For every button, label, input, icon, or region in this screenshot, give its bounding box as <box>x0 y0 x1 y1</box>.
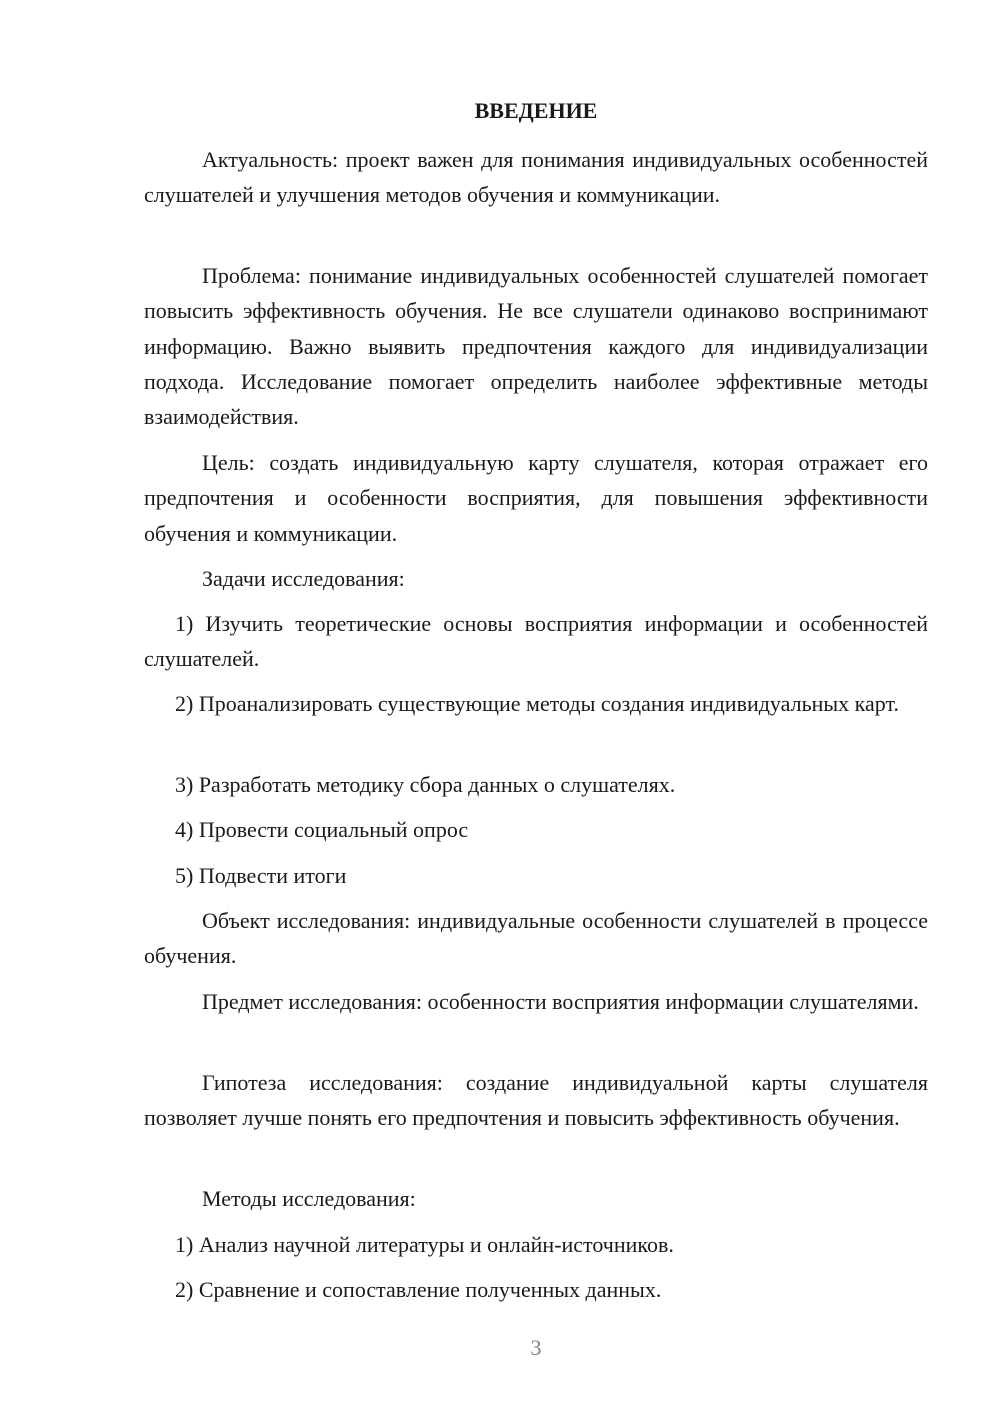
task-item: 4) Провести социальный опрос <box>175 817 469 842</box>
task-item: 3) Разработать методику сбора данных о слушателях. <box>175 772 676 797</box>
object-paragraph <box>144 903 928 974</box>
task-item <box>144 606 928 677</box>
task-text: 1) Изучить теоретические основы восприятия информации и особенностей слушателей. <box>144 611 928 672</box>
actuality-text: Актуальность: проект важен для понимания индивидуальных особенностей слушателей и улучшения методов обучения и коммуникации. <box>144 147 928 208</box>
methods-heading: Методы исследования: <box>202 1186 416 1211</box>
hypothesis-text: Гипотеза исследования: создание индивидуальной карты слушателя позволяет лучше понять его предпочтения и повысить эффективность обучения. <box>144 1070 928 1131</box>
task-item: 5) Подвести итоги <box>175 863 347 888</box>
subject-text: Предмет исследования: особенности восприятия информации слушателями. <box>202 989 919 1014</box>
page-title: ВВЕДЕНИЕ <box>474 98 598 123</box>
hypothesis-paragraph <box>144 1065 928 1136</box>
object-text: Объект исследования: индивидуальные особенности слушателей в процессе обучения. <box>144 908 928 969</box>
goal-text: Цель: создать индивидуальную карту слушателя, которая отражает его предпочтения и особенности восприятия, для повышения эффективности обучения и коммуникации. <box>144 450 928 546</box>
goal-paragraph <box>144 445 928 551</box>
method-item: 1) Анализ научной литературы и онлайн-источников. <box>175 1232 674 1257</box>
problem-text: Проблема: понимание индивидуальных особенностей слушателей помогает повысить эффективность обучения. Не все слушатели одинаково воспринимают информацию. Важно выявить предпочтения каждого для индивидуализации подхода. Исследование помогает определить наиболее эффективные методы взаимодействия. <box>144 263 928 430</box>
page-number: 3 <box>530 1335 542 1360</box>
actuality-paragraph <box>144 142 928 213</box>
subject-paragraph <box>144 984 928 1019</box>
tasks-heading: Задачи исследования: <box>202 566 405 591</box>
task-text: 2) Проанализировать существующие методы создания индивидуальных карт. <box>175 691 899 716</box>
method-item: 2) Сравнение и сопоставление полученных данных. <box>175 1277 662 1302</box>
problem-paragraph <box>144 258 928 434</box>
task-item <box>144 686 928 721</box>
